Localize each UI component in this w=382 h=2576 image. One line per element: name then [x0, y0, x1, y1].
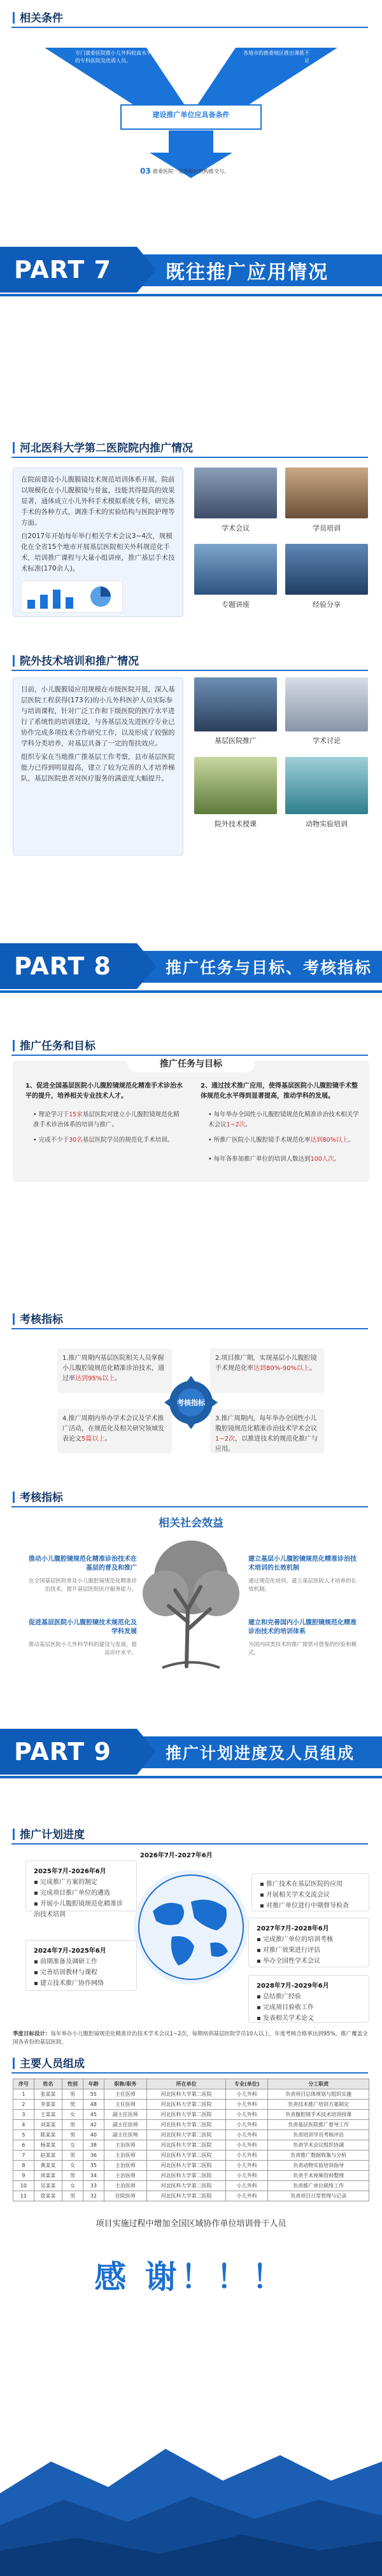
cond-item1-num: 01: [57, 48, 70, 58]
schedule-phase-3: [248, 1918, 369, 1967]
table-cell: 7: [13, 2150, 34, 2161]
photo-caption: 学术讨论: [313, 737, 341, 745]
table-cell: 副主任医师: [104, 2130, 146, 2140]
table-cell: 1: [13, 2089, 34, 2100]
photo-caption: 经验分享: [313, 600, 341, 609]
benefit1-title: 推动小儿腹腔镜规范化精准诊治技术在基层的普及和推广: [29, 1556, 137, 1572]
table-header-cell: 职称/职务: [104, 2079, 146, 2089]
schedule-world-globe: [127, 1864, 255, 1991]
hospital-chart-image: [21, 581, 123, 613]
phase1-item: ▪ 完成项目推广单位的遴选: [34, 1890, 110, 1897]
cond-item3-num: 03: [140, 167, 151, 176]
phase5-item: ▪ 完成项目验收工作: [257, 2004, 314, 2011]
phase5-item: ▪ 发表相关学术论文: [257, 2015, 314, 2022]
part9-title: 推广计划进度及人员组成: [166, 1744, 355, 1762]
hospital-section-title: 河北医科大学第二医院院内推广情况: [13, 439, 193, 455]
table-cell: 河北医科大学第二医院: [146, 2181, 225, 2191]
part7-banner: [0, 235, 382, 302]
table-row: [13, 2140, 369, 2150]
benefit2-title: 建立基层小儿腹腔镜规范化精准诊治技术培训的长效机制: [248, 1556, 357, 1572]
table-cell: 3: [13, 2110, 34, 2120]
table-header-cell: 性别: [62, 2079, 83, 2089]
kpi-center-label: 考核指标: [177, 1399, 205, 1407]
phase5-period: 2028年7月-2029年6月: [257, 1983, 329, 1990]
table-row: [13, 2150, 369, 2161]
table-row: [13, 2161, 369, 2171]
table-cell: 主任医师: [104, 2089, 146, 2100]
table-cell: 小儿外科: [226, 2161, 268, 2171]
hospital-paragraph-1: 在院前建设小儿腹膜镜技术规范培训体系开展，院前以规模化在小儿腹膜镜与骨盆，技能其得提高的效果显著，通体成立小儿外科手术模拟系统专科，研究各手术的各种方式，调准手术的实验结构与医院护理等方面。: [21, 476, 175, 527]
conditions-title: 相关条件: [13, 9, 63, 25]
benefit3-text: 推动基层医院小儿外科学科的建设与发展，提高诊疗水平。: [28, 1642, 137, 1656]
task2-bullet-3: • 每年各参加推广单位的培训人数达到100人次。: [208, 1156, 341, 1163]
phase1-period: 2025年7月-2026年6月: [34, 1868, 106, 1875]
table-cell: 王某某: [34, 2110, 62, 2120]
schedule-note: 季度目标设计：每年举办小儿腹腔镜规范化精准诊治技术学术会议1~2次，每期培训基层医院学员10人以上，年度考核合格率达到95%，推广覆盖全国各省份的基层医院。: [13, 2031, 368, 2046]
table-header-cell: 所在单位: [146, 2079, 225, 2089]
table-cell: 男: [62, 2171, 83, 2181]
table-cell: 周某某: [34, 2171, 62, 2181]
photo-caption: 学员培训: [313, 524, 341, 532]
phase2-item: ▪ 推广技术在基层医院的应用: [260, 1881, 343, 1888]
table-cell: 负责项目总体规划与组织实施: [268, 2089, 369, 2100]
table-cell: 负责基层医院推广督导工作: [268, 2120, 369, 2130]
table-cell: 10: [13, 2181, 34, 2191]
photo-caption: 学术会议: [222, 524, 250, 532]
table-cell: 42: [83, 2120, 104, 2130]
divider: [11, 2072, 368, 2074]
table-cell: 负责推广单位联络工作: [268, 2181, 369, 2191]
photo-animal-experiment: [285, 757, 368, 814]
schedule-section-title: 推广计划进度: [13, 1825, 85, 1841]
part9-number: PART 9: [0, 1729, 137, 1775]
cond-item2-num: 02: [312, 48, 325, 58]
photo-caption: 动物实验培训: [306, 820, 348, 828]
table-cell: 男: [62, 2191, 83, 2201]
phase2-period-wrap: [140, 1848, 251, 1864]
table-cell: 9: [13, 2171, 34, 2181]
table-cell: 35: [83, 2161, 104, 2171]
kpi-box-3: 4.推广周期内举办学术会议及学术推广活动，在规范化及相关研究领域发表论文5篇以上。: [57, 1409, 172, 1453]
outside-paragraph-2: 组织专家在当地推广推基层工作考察，县市基层医院能力已得到明显提高，建立了较为完善的人才培养梯队，基层医院患者对医疗服务的满意度大幅提升。: [21, 753, 175, 782]
table-header-cell: 姓名: [34, 2079, 62, 2089]
table-cell: 负责技术推广培训方案制定: [268, 2100, 369, 2110]
benefit4-text: 为国内同类技术的推广提供可借鉴的经验和模式。: [248, 1642, 357, 1656]
table-cell: 河北医科大学第二医院: [146, 2140, 225, 2150]
table-cell: 河北医科大学第二医院: [146, 2191, 225, 2201]
thanks-background-mountains: [0, 2392, 382, 2576]
table-header-cell: 年龄: [83, 2079, 104, 2089]
table-cell: 河北医科大学第二医院: [146, 2089, 225, 2100]
table-cell: 8: [13, 2161, 34, 2171]
hospital-paragraph-2: 自2017年开始每年举行相关学术会议3~4次，规模化在全省15个地市开展基层医院相关外科规范化手术，培训推广课程与大量小组讲座，推广基层手术技术标准(170余人)。: [21, 532, 175, 572]
table-cell: 女: [62, 2161, 83, 2171]
table-row: [13, 2100, 369, 2110]
table-cell: 刘某某: [34, 2120, 62, 2130]
table-row: [13, 2089, 369, 2100]
table-cell: 36: [83, 2150, 104, 2161]
table-cell: 男: [62, 2130, 83, 2140]
phase5-item: ▪ 总结推广经验: [257, 1993, 301, 2000]
phase4-item: ▪ 建立技术推广协作网络: [34, 1980, 104, 1987]
table-cell: 主治医师: [104, 2171, 146, 2181]
table-cell: 32: [83, 2191, 104, 2201]
cond-item2-text: 各地市的推委地区推出课推不足: [243, 50, 309, 64]
table-cell: 小儿外科: [226, 2140, 268, 2150]
benefits-tree-illustration: [137, 1533, 245, 1673]
cond-item3-text: 推委医院一定的相应机构推交与。: [153, 169, 229, 174]
schedule-phase-2: [251, 1873, 369, 1911]
photo-experience-share: [285, 544, 368, 595]
kpi-box-4: 3.推广周期内，每年举办全国性小儿腹腔镜规范化精准诊治技术学术会议1~2次，以推进技术的规范化推广与应用。: [210, 1409, 325, 1453]
table-cell: 陈某某: [34, 2130, 62, 2140]
table-cell: 主任医师: [104, 2100, 146, 2110]
table-cell: 副主任医师: [104, 2110, 146, 2120]
schedule-phase-4: [25, 1940, 137, 1991]
table-header-row: [13, 2079, 369, 2089]
table-cell: 住院医师: [104, 2191, 146, 2201]
table-cell: 河北医科大学第二医院: [146, 2110, 225, 2120]
table-cell: 负责动物实验培训指导: [268, 2161, 369, 2171]
table-cell: 小儿外科: [226, 2181, 268, 2191]
benefit3-title: 促进基层医院小儿腹腔镜技术规范化及学科发展: [29, 1619, 137, 1635]
divider: [11, 27, 368, 28]
table-row: [13, 2110, 369, 2120]
personnel-section-title: 主要人员组成: [13, 2054, 85, 2070]
hospital-text-box: [13, 467, 183, 617]
table-cell: 男: [62, 2120, 83, 2130]
table-cell: 33: [83, 2181, 104, 2191]
table-cell: 河北医科大学第二医院: [146, 2120, 225, 2130]
table-cell: 吴某某: [34, 2181, 62, 2191]
table-cell: 男: [62, 2150, 83, 2161]
table-cell: 小儿外科: [226, 2191, 268, 2201]
phase3-item: ▪ 对推广效果进行评估: [257, 1947, 320, 1954]
benefit4-title: 建立和完善国内小儿腹腔镜规范化精准诊治技术的培训体系: [248, 1619, 357, 1635]
phase4-item: ▪ 完善培训教材与课程: [34, 1969, 97, 1976]
table-row: [13, 2171, 369, 2181]
table-cell: 主治医师: [104, 2181, 146, 2191]
table-cell: 34: [83, 2171, 104, 2181]
schedule-phase-1: [25, 1860, 137, 1918]
phase1-item: ▪ 完成推广方案的制定: [34, 1879, 97, 1886]
part8-title: 推广任务与目标、考核指标: [166, 959, 372, 977]
kpi-box-1: 1.推广周期内基层医院相关人员掌握小儿腹腔镜规范化精准诊治技术，通过率达到95%以上。: [57, 1348, 172, 1393]
cond-item1-text: 专门就委医院推小儿外科较高水平的专科医院及优质人员。: [75, 50, 152, 64]
table-cell: 负责手术视频资料整理: [268, 2171, 369, 2181]
table-header-cell: 分工职责: [268, 2079, 369, 2089]
table-cell: 负责项目日常管理与记录: [268, 2191, 369, 2201]
tasks-banner: 推广任务与目标: [127, 1056, 255, 1072]
part7-number: PART 7: [0, 247, 137, 293]
table-cell: 河北医科大学第二医院: [146, 2171, 225, 2181]
benefits-section-title: 考核指标: [13, 1488, 63, 1504]
table-cell: 小儿外科: [226, 2100, 268, 2110]
outside-text-box: [13, 677, 183, 855]
benefit1-text: 在全国基层医院普及小儿腹腔镜规范化精准诊治技术，提升基层医院医疗服务能力。: [28, 1578, 137, 1593]
table-row: [13, 2181, 369, 2191]
table-header-cell: 序号: [13, 2079, 34, 2089]
table-cell: 小儿外科: [226, 2130, 268, 2140]
table-cell: 4: [13, 2120, 34, 2130]
photo-caption: 基层医院推广: [215, 737, 257, 745]
task2-bullet-1: • 每年举办全国性小儿腹腔镜规范化精准诊治技术相关学术会议1~2次。: [208, 1111, 359, 1128]
outside-paragraph-1: 目前，小儿腹膜镜应用规模在市级医院开展，深入基层医院工程获得(173名)的小儿外科医护人员实际参与培训课程，针对广泛工作和下级医院的医疗水平进行了系统性的培训建设，与各基层及先进医疗专业已协作完成多项技术合作研究工作，以及形成了较强的学科分类培养，对基层具备了一定的帮扶效应。: [21, 686, 175, 747]
phase3-item: ▪ 举办全国性学术会议: [257, 1958, 320, 1965]
table-cell: 40: [83, 2130, 104, 2140]
table-cell: 小儿外科: [226, 2150, 268, 2161]
table-cell: 负责培训学员考核评估: [268, 2130, 369, 2140]
personnel-table: [13, 2079, 369, 2201]
table-cell: 黄某某: [34, 2161, 62, 2171]
table-cell: 45: [83, 2110, 104, 2120]
table-cell: 副主任医师: [104, 2120, 146, 2130]
table-cell: 负责推广数据收集与分析: [268, 2150, 369, 2161]
photo-trainee-training: [285, 467, 368, 518]
table-cell: 小儿外科: [226, 2120, 268, 2130]
part9-banner: [0, 1717, 382, 1784]
table-cell: 主治医师: [104, 2150, 146, 2161]
table-cell: 女: [62, 2181, 83, 2191]
table-cell: 李某某: [34, 2100, 62, 2110]
table-cell: 河北医科大学第二医院: [146, 2150, 225, 2161]
table-row: [13, 2120, 369, 2130]
table-cell: 杨某某: [34, 2140, 62, 2150]
task2-bullet-2: • 所推广医院小儿腹腔镜手术规范化率达到80%以上。: [208, 1137, 355, 1144]
divider: [11, 1506, 368, 1507]
kpi-box-2: 2.项目推广期，实现基层小儿腹腔镜手术规范化率达到80%-90%以上。: [210, 1348, 325, 1393]
table-cell: 徐某某: [34, 2191, 62, 2201]
divider: [11, 670, 368, 671]
part8-banner: [0, 932, 382, 999]
table-cell: 小儿外科: [226, 2110, 268, 2120]
personnel-footer: 项目实施过程中增加全国区域协作单位培训骨干人员: [96, 2219, 286, 2229]
phase2-period: 2026年7月-2027年6月: [140, 1852, 213, 1859]
divider: [11, 1843, 368, 1845]
cond-center-label: 建设推广单位应具备条件: [152, 111, 230, 119]
photo-academic-meeting: [194, 467, 277, 518]
task1-bullet-1: • 理论学习于15家基层医院对建立小儿腹腔镜规范化精准手术诊治体系的培训与推广。: [33, 1111, 180, 1128]
divider: [11, 1328, 368, 1329]
table-cell: 6: [13, 2140, 34, 2150]
photo-caption: 专题讲座: [222, 600, 250, 609]
table-cell: 小儿外科: [226, 2171, 268, 2181]
table-cell: 2: [13, 2100, 34, 2110]
photo-caption: 院外技术授课: [215, 820, 257, 828]
photo-lecture: [194, 544, 277, 595]
table-cell: 负责学术会议组织协调: [268, 2140, 369, 2150]
benefits-banner: 相关社会效益: [159, 1517, 223, 1530]
part7-title: 既往推广应用情况: [166, 261, 329, 284]
table-row: [13, 2130, 369, 2140]
photo-grassroots-promotion: [194, 677, 277, 731]
part8-number: PART 8: [0, 943, 137, 989]
table-cell: 河北医科大学第二医院: [146, 2100, 225, 2110]
table-cell: 男: [62, 2100, 83, 2110]
table-cell: 女: [62, 2140, 83, 2150]
benefit2-text: 通过规范化培训，建立基层医院人才培养的长效机制。: [248, 1578, 357, 1593]
table-cell: 赵某某: [34, 2150, 62, 2161]
phase3-item: ▪ 完成推广单位的培训考核: [257, 1936, 333, 1943]
table-cell: 11: [13, 2191, 34, 2201]
table-cell: 48: [83, 2100, 104, 2110]
schedule-phase-5: [248, 1975, 369, 2023]
tasks-section-title: 推广任务和目标: [13, 1037, 96, 1053]
task2-title: 2、通过技术推广应用，使得基层医院小儿腹腔镜手术整体规范化水平得到显著提高，推动学科的发展。: [201, 1083, 358, 1100]
task1-title: 1、促进全国基层医院小儿腹腔镜规范化精准手术诊治水平的提升，培养相关专业技术人才。: [25, 1083, 183, 1100]
phase2-item: ▪ 对推广单位进行中期督导检查: [260, 1902, 349, 1909]
table-cell: 主治医师: [104, 2140, 146, 2150]
outside-section-title: 院外技术培训和推广情况: [13, 652, 139, 668]
table-cell: 张某某: [34, 2089, 62, 2100]
table-cell: 55: [83, 2089, 104, 2100]
thanks-text: 感 谢！！！: [94, 2259, 288, 2296]
table-header-cell: 专业(单位): [226, 2079, 268, 2089]
table-cell: 男: [62, 2089, 83, 2100]
phase3-period: 2027年7月-2028年6月: [257, 1925, 329, 1932]
table-cell: 女: [62, 2110, 83, 2120]
table-row: [13, 2191, 369, 2201]
task1-bullet-2: • 完成不少于30名基层医院学员的规范化手术培训。: [33, 1137, 174, 1144]
table-cell: 38: [83, 2140, 104, 2150]
table-cell: 主治医师: [104, 2161, 146, 2171]
photo-outside-lecture: [194, 757, 277, 814]
table-cell: 负责腹腔镜手术技术培训授课: [268, 2110, 369, 2120]
phase4-item: ▪ 前期准备及调研工作: [34, 1958, 97, 1965]
divider: [11, 457, 368, 458]
table-cell: 河北医科大学第二医院: [146, 2130, 225, 2140]
table-cell: 河北医科大学第二医院: [146, 2161, 225, 2171]
photo-academic-discussion: [285, 677, 368, 731]
table-cell: 5: [13, 2130, 34, 2140]
phase4-period: 2024年7月-2025年6月: [34, 1948, 106, 1955]
phase1-item: ▪ 开展小儿腹腔镜规范化精准诊治技术培训: [34, 1901, 123, 1918]
kpi-section-title: 考核指标: [13, 1310, 63, 1326]
table-cell: 小儿外科: [226, 2089, 268, 2100]
phase2-item: ▪ 开展相关学术交流会议: [260, 1892, 330, 1899]
